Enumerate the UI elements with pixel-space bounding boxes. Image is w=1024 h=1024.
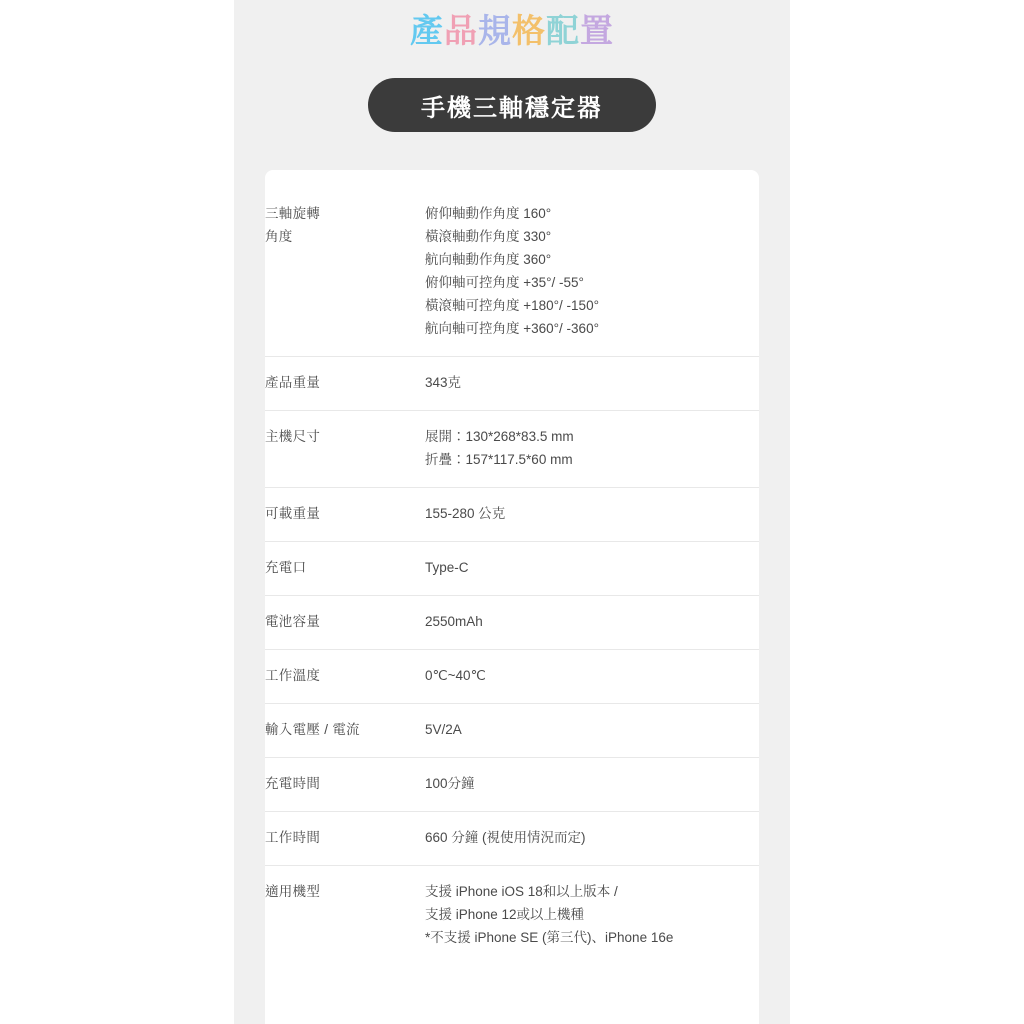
table-row: [265, 812, 759, 866]
spec-label-line: 產品重量: [265, 375, 321, 390]
table-row: [265, 542, 759, 596]
spec-card: [265, 170, 759, 1024]
spec-label-line: 三軸旋轉: [265, 206, 321, 221]
page-title: [234, 8, 790, 54]
spec-label: [265, 357, 425, 411]
table-row: [265, 596, 759, 650]
spec-value: [425, 758, 759, 812]
page-title-char-1: 品: [444, 12, 478, 49]
spec-label-line: 角度: [265, 229, 293, 244]
spec-table: [265, 188, 759, 965]
spec-label: [265, 488, 425, 542]
spec-value-line: 0℃~40℃: [425, 668, 486, 683]
page-title-char-0: 產: [410, 12, 444, 49]
spec-value: [425, 488, 759, 542]
spec-value-line: Type-C: [425, 560, 469, 575]
table-row: [265, 758, 759, 812]
spec-value: [425, 866, 759, 966]
spec-label-line: 工作時間: [265, 830, 321, 845]
spec-label-line: 輸入電壓 / 電流: [265, 722, 360, 737]
page-title-char-5: 置: [580, 12, 614, 49]
spec-value: [425, 704, 759, 758]
spec-value-line: 155-280 公克: [425, 506, 506, 521]
spec-value-line: 航向軸動作角度 360°: [425, 252, 552, 267]
spec-value: [425, 650, 759, 704]
spec-value-line: 展開：130*268*83.5 mm: [425, 429, 574, 444]
spec-value-line: *不支援 iPhone SE (第三代)、iPhone 16e: [425, 930, 674, 945]
spec-value-line: 343克: [425, 375, 462, 390]
spec-label: [265, 596, 425, 650]
table-row: [265, 488, 759, 542]
spec-value: [425, 812, 759, 866]
spec-value-line: 5V/2A: [425, 722, 462, 737]
page-title-char-2: 規: [478, 12, 512, 49]
spec-label-line: 充電口: [265, 560, 307, 575]
page-title-char-4: 配: [546, 12, 580, 49]
spec-label: [265, 866, 425, 966]
spec-label: [265, 411, 425, 488]
table-row: [265, 866, 759, 966]
spec-label-line: 可載重量: [265, 506, 321, 521]
spec-value-line: 支援 iPhone 12或以上機種: [425, 907, 585, 922]
spec-label: [265, 812, 425, 866]
spec-label: [265, 650, 425, 704]
table-row: [265, 188, 759, 357]
spec-value-line: 橫滾軸可控角度 +180°/ -150°: [425, 298, 599, 313]
spec-value: [425, 596, 759, 650]
spec-value-line: 俯仰軸可控角度 +35°/ -55°: [425, 275, 584, 290]
spec-label: [265, 704, 425, 758]
spec-value-line: 航向軸可控角度 +360°/ -360°: [425, 321, 599, 336]
spec-value-line: 660 分鐘 (視使用情況而定): [425, 830, 586, 845]
spec-label-line: 適用機型: [265, 884, 321, 899]
spec-value-line: 100分鐘: [425, 776, 475, 791]
spec-value: [425, 411, 759, 488]
table-row: [265, 357, 759, 411]
spec-label-line: 主機尺寸: [265, 429, 321, 444]
spec-label-line: 工作溫度: [265, 668, 321, 683]
spec-label: [265, 188, 425, 357]
spec-value-line: 2550mAh: [425, 614, 483, 629]
spec-value: [425, 542, 759, 596]
table-row: [265, 704, 759, 758]
spec-label: [265, 542, 425, 596]
spec-value-line: 折疊：157*117.5*60 mm: [425, 452, 573, 467]
spec-value: [425, 188, 759, 357]
spec-label: [265, 758, 425, 812]
page-title-char-3: 格: [512, 12, 546, 49]
spec-value-line: 俯仰軸動作角度 160°: [425, 206, 552, 221]
spec-value-line: 橫滾軸動作角度 330°: [425, 229, 552, 244]
spec-label-line: 充電時間: [265, 776, 321, 791]
spec-label-line: 電池容量: [265, 614, 321, 629]
table-row: [265, 650, 759, 704]
spec-value-line: 支援 iPhone iOS 18和以上版本 /: [425, 884, 618, 899]
product-name-badge: 手機三軸穩定器: [368, 78, 656, 132]
table-row: [265, 411, 759, 488]
spec-value: [425, 357, 759, 411]
